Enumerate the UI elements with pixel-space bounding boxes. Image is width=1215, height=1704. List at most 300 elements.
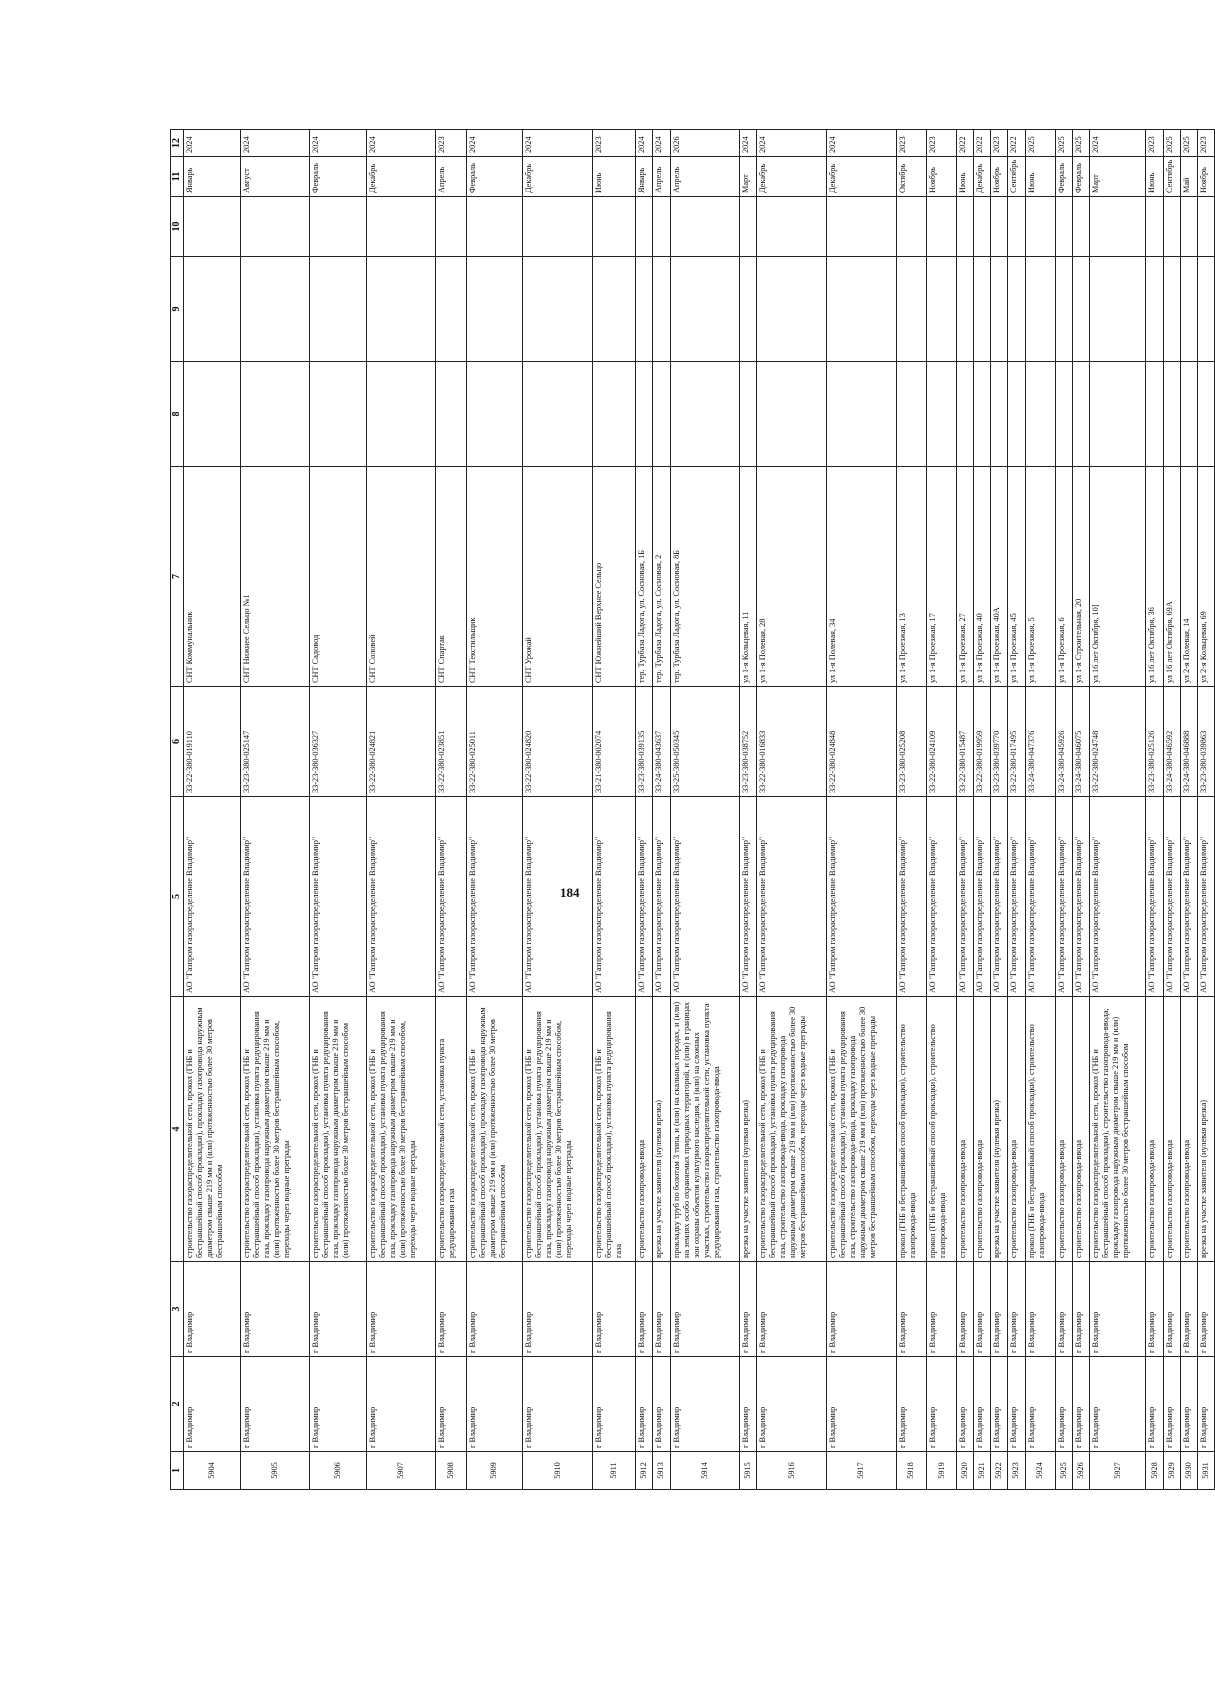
organization-cell: АО "Газпром газораспределение Владимир" (957, 797, 974, 997)
row-number: 5931 (1197, 1452, 1214, 1490)
address-cell: ул 1-я Проезжая, 5 (1025, 467, 1055, 687)
row-number: 5910 (523, 1452, 593, 1490)
works-description-cell: строительство газораспределительной сети, прокол (ГНБ и бестраншейный способ прокладки), установка пункта редуцирования газа (592, 997, 635, 1262)
empty-cell-col8 (653, 362, 670, 467)
row-number: 5928 (1146, 1452, 1163, 1490)
application-number-cell: 33-23-380-039135 (636, 687, 653, 797)
month-cell: Апрель (670, 157, 740, 197)
address-cell: ул 1-я Проезжая, 17 (926, 467, 956, 687)
month-cell: Декабрь (523, 157, 593, 197)
empty-cell-col9 (896, 257, 926, 362)
works-description-cell: врезка на участке заявителя (нулевая врезка) (653, 997, 670, 1262)
empty-cell-col9 (1025, 257, 1055, 362)
year-cell: 2023 (592, 130, 635, 157)
application-number-cell: 33-23-380-025126 (1146, 687, 1163, 797)
empty-cell-col10 (592, 197, 635, 257)
empty-cell-col8 (310, 362, 367, 467)
organization-cell: АО "Газпром газораспределение Владимир" (1146, 797, 1163, 997)
row-number: 5904 (184, 1452, 241, 1490)
row-number: 5912 (636, 1452, 653, 1490)
empty-cell-col10 (1089, 197, 1146, 257)
gas-connection-table (170, 129, 1215, 1490)
empty-cell-col8 (957, 362, 974, 467)
municipality-cell: г Владимир (926, 1357, 956, 1452)
empty-cell-col10 (957, 197, 974, 257)
empty-cell-col10 (1163, 197, 1180, 257)
month-cell: Октябрь (896, 157, 926, 197)
empty-cell-col10 (653, 197, 670, 257)
works-description-cell: строительство газопровода-ввода (1180, 997, 1197, 1262)
empty-cell-col10 (636, 197, 653, 257)
organization-cell: АО "Газпром газораспределение Владимир" (974, 797, 991, 997)
empty-cell-col10 (523, 197, 593, 257)
month-cell: Ноябрь (1197, 157, 1214, 197)
address-cell: ул 1-я Проезжая, 27 (957, 467, 974, 687)
table-row (436, 130, 466, 1490)
empty-cell-col10 (1146, 197, 1163, 257)
year-cell: 2024 (310, 130, 367, 157)
month-cell: Апрель (653, 157, 670, 197)
empty-cell-col10 (974, 197, 991, 257)
year-cell: 2024 (826, 130, 896, 157)
empty-cell-col9 (436, 257, 466, 362)
empty-cell-col10 (1025, 197, 1055, 257)
table-row (1008, 130, 1025, 1490)
row-number: 5917 (826, 1452, 896, 1490)
empty-cell-col8 (523, 362, 593, 467)
locality-cell: г Владимир (1163, 1262, 1180, 1357)
column-number: 1 (171, 1452, 184, 1490)
document-table-sheet (170, 130, 1215, 1490)
month-cell: Сентябрь (1008, 157, 1025, 197)
empty-cell-col8 (826, 362, 896, 467)
year-cell: 2024 (1089, 130, 1146, 157)
works-description-cell: прокол (ГНБ и бестраншейный способ прокладки), строительство газопровода-ввода (926, 997, 956, 1262)
table-row (653, 130, 670, 1490)
application-number-cell: 33-22-380-019959 (974, 687, 991, 797)
row-number: 5918 (896, 1452, 926, 1490)
year-cell: 2022 (957, 130, 974, 157)
year-cell: 2025 (1055, 130, 1072, 157)
year-cell: 2022 (974, 130, 991, 157)
year-cell: 2023 (896, 130, 926, 157)
empty-cell-col9 (592, 257, 635, 362)
address-cell: ул 1-я Проезжая, 40 (974, 467, 991, 687)
month-cell: Январь (184, 157, 241, 197)
month-cell: Июнь (957, 157, 974, 197)
application-number-cell: 33-24-380-046075 (1072, 687, 1089, 797)
month-cell: Ноябрь (926, 157, 956, 197)
locality-cell: г Владимир (1025, 1262, 1055, 1357)
month-cell: Февраль (1055, 157, 1072, 197)
locality-cell: г Владимир (957, 1262, 974, 1357)
row-number: 5909 (466, 1452, 523, 1490)
empty-cell-col8 (1025, 362, 1055, 467)
organization-cell: АО "Газпром газораспределение Владимир" (1180, 797, 1197, 997)
empty-cell-col10 (466, 197, 523, 257)
address-cell: СНТ Южнейший Верхнее Сельцо (592, 467, 635, 687)
municipality-cell: г Владимир (1055, 1357, 1072, 1452)
empty-cell-col8 (991, 362, 1008, 467)
address-cell: СНТ Спартак (436, 467, 466, 687)
works-description-cell: строительство газопровода-ввода (974, 997, 991, 1262)
address-cell: ул 1-я Полевая, 28 (757, 467, 827, 687)
empty-cell-col9 (240, 257, 310, 362)
address-cell: ул 16 лет Октября, 69А (1163, 467, 1180, 687)
table-row (1072, 130, 1089, 1490)
address-cell: тер. Турбаза Ладога, ул. Сосновая, 8Б (670, 467, 740, 687)
application-number-cell: 33-24-380-046592 (1163, 687, 1180, 797)
municipality-cell: г Владимир (653, 1357, 670, 1452)
empty-cell-col10 (896, 197, 926, 257)
empty-cell-col8 (466, 362, 523, 467)
empty-cell-col10 (991, 197, 1008, 257)
year-cell: 2022 (1008, 130, 1025, 157)
locality-cell: г Владимир (991, 1262, 1008, 1357)
column-number: 12 (171, 130, 184, 157)
locality-cell: г Владимир (310, 1262, 367, 1357)
address-cell: СНТ Текстильщик (466, 467, 523, 687)
application-number-cell: 33-24-380-043637 (653, 687, 670, 797)
empty-cell-col8 (757, 362, 827, 467)
locality-cell: г Владимир (1197, 1262, 1214, 1357)
table-row (1025, 130, 1055, 1490)
column-number: 10 (171, 197, 184, 257)
organization-cell: АО "Газпром газораспределение Владимир" (184, 797, 241, 997)
empty-cell-col8 (1163, 362, 1180, 467)
municipality-cell: г Владимир (974, 1357, 991, 1452)
address-cell: ул 1-я Проезжая, 40А (991, 467, 1008, 687)
row-number: 5914 (670, 1452, 740, 1490)
organization-cell: АО "Газпром газораспределение Владимир" (310, 797, 367, 997)
works-description-cell: строительство газопровода-ввода (1163, 997, 1180, 1262)
table-row (184, 130, 241, 1490)
address-cell: ул 1-я Проезжая, 13 (896, 467, 926, 687)
application-number-cell: 33-22-380-023851 (436, 687, 466, 797)
empty-cell-col9 (991, 257, 1008, 362)
locality-cell: г Владимир (670, 1262, 740, 1357)
locality-cell: г Владимир (466, 1262, 523, 1357)
column-number: 9 (171, 257, 184, 362)
organization-cell: АО "Газпром газораспределение Владимир" (466, 797, 523, 997)
organization-cell: АО "Газпром газораспределение Владимир" (1025, 797, 1055, 997)
year-cell: 2024 (653, 130, 670, 157)
year-cell: 2025 (1180, 130, 1197, 157)
month-cell: Январь (636, 157, 653, 197)
application-number-cell: 33-24-380-047376 (1025, 687, 1055, 797)
address-cell: СНТ Нижнее Сельцо №1 (240, 467, 310, 687)
locality-cell: г Владимир (757, 1262, 827, 1357)
empty-cell-col9 (974, 257, 991, 362)
organization-cell: АО "Газпром газораспределение Владимир" (240, 797, 310, 997)
empty-cell-col9 (523, 257, 593, 362)
works-description-cell: строительство газораспределительной сети, прокол (ГНБ и бестраншейный способ прокладки), установка пункта редуцирования газа, прокладку газопровода наружным диаметром свыше 219 мм и (или) протяженностью более 30 метров бестраншейным способом, переходы через водные преграды (523, 997, 593, 1262)
empty-cell-col10 (366, 197, 436, 257)
year-cell: 2026 (670, 130, 740, 157)
address-cell: СНТ Соловей (366, 467, 436, 687)
application-number-cell: 33-24-380-045926 (1055, 687, 1072, 797)
municipality-cell: г Владимир (636, 1357, 653, 1452)
year-cell: 2025 (1163, 130, 1180, 157)
works-description-cell: строительство газораспределительной сети, прокол (ГНБ и бестраншейный способ прокладки), прокладку газопровода наружным диаметром свыше 219 мм и (или) протяженностью более 30 метров бестраншейным способом (466, 997, 523, 1262)
table-row (957, 130, 974, 1490)
empty-cell-col10 (1055, 197, 1072, 257)
row-number: 5915 (740, 1452, 757, 1490)
application-number-cell: 33-23-380-039770 (991, 687, 1008, 797)
organization-cell: АО "Газпром газораспределение Владимир" (1089, 797, 1146, 997)
organization-cell: АО "Газпром газораспределение Владимир" (670, 797, 740, 997)
organization-cell: АО "Газпром газораспределение Владимир" (1055, 797, 1072, 997)
municipality-cell: г Владимир (670, 1357, 740, 1452)
empty-cell-col10 (757, 197, 827, 257)
table-row (523, 130, 593, 1490)
organization-cell: АО "Газпром газораспределение Владимир" (592, 797, 635, 997)
row-number: 5911 (592, 1452, 635, 1490)
municipality-cell: г Владимир (1197, 1357, 1214, 1452)
works-description-cell: врезка на участке заявителя (нулевая врезка) (1197, 997, 1214, 1262)
works-description-cell: врезка на участке заявителя (нулевая врезка) (991, 997, 1008, 1262)
year-cell: 2025 (1072, 130, 1089, 157)
works-description-cell: строительство газопровода-ввода (636, 997, 653, 1262)
table-body (184, 130, 1215, 1490)
municipality-cell: г Владимир (1146, 1357, 1163, 1452)
table-row (1180, 130, 1197, 1490)
year-cell: 2023 (436, 130, 466, 157)
municipality-cell: г Владимир (1089, 1357, 1146, 1452)
locality-cell: г Владимир (1008, 1262, 1025, 1357)
works-description-cell: строительство газораспределительной сети, прокол (ГНБ и бестраншейный способ прокладки), прокладку газопровода наружным диаметром свыше 219 мм и (или) протяженностью более 30 метров бестраншейным способом (184, 997, 241, 1262)
locality-cell: г Владимир (1072, 1262, 1089, 1357)
empty-cell-col8 (1197, 362, 1214, 467)
empty-cell-col8 (1180, 362, 1197, 467)
application-number-cell: 33-22-380-015487 (957, 687, 974, 797)
address-cell: СНТ Коммунальник (184, 467, 241, 687)
locality-cell: г Владимир (826, 1262, 896, 1357)
row-number: 5906 (310, 1452, 367, 1490)
empty-cell-col9 (184, 257, 241, 362)
organization-cell: АО "Газпром газораспределение Владимир" (1163, 797, 1180, 997)
locality-cell: г Владимир (1089, 1262, 1146, 1357)
empty-cell-col8 (436, 362, 466, 467)
organization-cell: АО "Газпром газораспределение Владимир" (436, 797, 466, 997)
empty-cell-col8 (896, 362, 926, 467)
year-cell: 2023 (1197, 130, 1214, 157)
application-number-cell: 33-22-380-024820 (523, 687, 593, 797)
month-cell: Февраль (466, 157, 523, 197)
empty-cell-col9 (1163, 257, 1180, 362)
column-number: 7 (171, 467, 184, 687)
empty-cell-col9 (1089, 257, 1146, 362)
month-cell: Июнь (1025, 157, 1055, 197)
empty-cell-col10 (826, 197, 896, 257)
table-row (466, 130, 523, 1490)
empty-cell-col9 (1180, 257, 1197, 362)
locality-cell: г Владимир (896, 1262, 926, 1357)
table-row (1163, 130, 1180, 1490)
empty-cell-col9 (740, 257, 757, 362)
organization-cell: АО "Газпром газораспределение Владимир" (826, 797, 896, 997)
locality-cell: г Владимир (740, 1262, 757, 1357)
column-number: 5 (171, 797, 184, 997)
municipality-cell: г Владимир (592, 1357, 635, 1452)
address-cell: ул 2-я Полевая, 14 (1180, 467, 1197, 687)
empty-cell-col10 (1180, 197, 1197, 257)
row-number: 5905 (240, 1452, 310, 1490)
row-number: 5922 (991, 1452, 1008, 1490)
column-number-row (171, 130, 184, 1490)
month-cell: Август (240, 157, 310, 197)
municipality-cell: г Владимир (1008, 1357, 1025, 1452)
empty-cell-col10 (740, 197, 757, 257)
table-row (670, 130, 740, 1490)
municipality-cell: г Владимир (957, 1357, 974, 1452)
empty-cell-col8 (974, 362, 991, 467)
month-cell: Апрель (436, 157, 466, 197)
address-cell: тер. Турбаза Ладога, ул. Сосновая, 1Б (636, 467, 653, 687)
organization-cell: АО "Газпром газораспределение Владимир" (1008, 797, 1025, 997)
month-cell: Март (1089, 157, 1146, 197)
row-number: 5929 (1163, 1452, 1180, 1490)
column-number: 2 (171, 1357, 184, 1452)
application-number-cell: 33-22-380-025011 (466, 687, 523, 797)
organization-cell: АО "Газпром газораспределение Владимир" (366, 797, 436, 997)
empty-cell-col9 (926, 257, 956, 362)
year-cell: 2024 (757, 130, 827, 157)
empty-cell-col10 (1072, 197, 1089, 257)
table-row (826, 130, 896, 1490)
organization-cell: АО "Газпром газораспределение Владимир" (991, 797, 1008, 997)
municipality-cell: г Владимир (1072, 1357, 1089, 1452)
works-description-cell: строительство газораспределительной сети, прокол (ГНБ и бестраншейный способ прокладки), установка пункта редуцирования газа, строительство газопровода-ввода, прокладку газопровода наружным диаметром свыше 219 мм и (или) протяженностью более 30 метров бестраншейным способом, переходы через водные преграды (757, 997, 827, 1262)
empty-cell-col9 (653, 257, 670, 362)
month-cell: Ноябрь (991, 157, 1008, 197)
empty-cell-col8 (366, 362, 436, 467)
table-row (1089, 130, 1146, 1490)
empty-cell-col9 (466, 257, 523, 362)
table-row (592, 130, 635, 1490)
empty-cell-col9 (1146, 257, 1163, 362)
year-cell: 2025 (1025, 130, 1055, 157)
page-number: 184 (560, 885, 580, 900)
table-row (1055, 130, 1072, 1490)
locality-cell: г Владимир (240, 1262, 310, 1357)
address-cell: ул 2-я Кольцевая, 69 (1197, 467, 1214, 687)
table-row (974, 130, 991, 1490)
table-row (636, 130, 653, 1490)
locality-cell: г Владимир (366, 1262, 436, 1357)
municipality-cell: г Владимир (1180, 1357, 1197, 1452)
works-description-cell: строительство газораспределительной сети, прокол (ГНБ и бестраншейный способ прокладки), установка пункта редуцирования газа, прокладку газопровода наружным диаметром свыше 219 мм и (или) протяженностью более 30 метров бестраншейным способом, переходы через водные преграды (366, 997, 436, 1262)
organization-cell: АО "Газпром газораспределение Владимир" (1072, 797, 1089, 997)
empty-cell-col8 (240, 362, 310, 467)
empty-cell-col8 (926, 362, 956, 467)
column-number: 4 (171, 997, 184, 1262)
empty-cell-col10 (670, 197, 740, 257)
year-cell: 2023 (926, 130, 956, 157)
municipality-cell: г Владимир (366, 1357, 436, 1452)
address-cell: СНТ Садовод (310, 467, 367, 687)
application-number-cell: 33-23-380-025147 (240, 687, 310, 797)
municipality-cell: г Владимир (1163, 1357, 1180, 1452)
application-number-cell: 33-23-380-036327 (310, 687, 367, 797)
works-description-cell: строительство газопровода-ввода (1055, 997, 1072, 1262)
works-description-cell: прокол (ГНБ и бестраншейный способ прокладки), строительство газопровода-ввода (1025, 997, 1055, 1262)
empty-cell-col10 (310, 197, 367, 257)
locality-cell: г Владимир (636, 1262, 653, 1357)
locality-cell: г Владимир (184, 1262, 241, 1357)
empty-cell-col8 (636, 362, 653, 467)
year-cell: 2024 (184, 130, 241, 157)
address-cell: ул 1-я Проезжая, 45 (1008, 467, 1025, 687)
address-cell: ул 1-я Проезжая, 6 (1055, 467, 1072, 687)
empty-cell-col10 (1197, 197, 1214, 257)
year-cell: 2024 (466, 130, 523, 157)
month-cell: Сентябрь (1163, 157, 1180, 197)
address-cell: ул 1-я Кольцевая, 11 (740, 467, 757, 687)
month-cell: Март (740, 157, 757, 197)
empty-cell-col8 (184, 362, 241, 467)
application-number-cell: 33-22-380-024821 (366, 687, 436, 797)
works-description-cell: строительство газораспределительной сети, прокол (ГНБ и бестраншейный способ прокладки), установка пункта редуцирования газа, строительство газопровода-ввода, прокладку газопровода наружным диаметром свыше 219 мм и (или) протяженностью более 30 метров бестраншейным способом, переходы через водные преграды (826, 997, 896, 1262)
year-cell: 2023 (991, 130, 1008, 157)
application-number-cell: 33-22-380-024109 (926, 687, 956, 797)
works-description-cell: строительство газопровода-ввода (1008, 997, 1025, 1262)
locality-cell: г Владимир (436, 1262, 466, 1357)
address-cell: ул 1-я Строительная, 20 (1072, 467, 1089, 687)
application-number-cell: 33-22-380-017495 (1008, 687, 1025, 797)
empty-cell-col9 (957, 257, 974, 362)
empty-cell-col10 (184, 197, 241, 257)
address-cell: СНТ Урожай (523, 467, 593, 687)
table-row (757, 130, 827, 1490)
table-row (310, 130, 367, 1490)
empty-cell-col8 (1072, 362, 1089, 467)
column-number: 11 (171, 157, 184, 197)
empty-cell-col9 (1008, 257, 1025, 362)
empty-cell-col8 (670, 362, 740, 467)
empty-cell-col8 (1055, 362, 1072, 467)
table-row (926, 130, 956, 1490)
empty-cell-col8 (1008, 362, 1025, 467)
row-number: 5923 (1008, 1452, 1025, 1490)
works-description-cell: строительство газораспределительной сети, прокол (ГНБ и бестраншейный способ прокладки), установка пункта редуцирования газа, прокладку газопровода наружным диаметром свыше 219 мм и (или) протяженностью более 30 метров бестраншейным способом, переходы через водные преграды (240, 997, 310, 1262)
empty-cell-col9 (1055, 257, 1072, 362)
municipality-cell: г Владимир (466, 1357, 523, 1452)
month-cell: Декабрь (366, 157, 436, 197)
column-number: 8 (171, 362, 184, 467)
table-row (366, 130, 436, 1490)
table-row (740, 130, 757, 1490)
locality-cell: г Владимир (1055, 1262, 1072, 1357)
row-number: 5919 (926, 1452, 956, 1490)
empty-cell-col9 (636, 257, 653, 362)
municipality-cell: г Владимир (757, 1357, 827, 1452)
locality-cell: г Владимир (653, 1262, 670, 1357)
row-number: 5913 (653, 1452, 670, 1490)
locality-cell: г Владимир (1180, 1262, 1197, 1357)
row-number: 5926 (1072, 1452, 1089, 1490)
row-number: 5908 (436, 1452, 466, 1490)
row-number: 5924 (1025, 1452, 1055, 1490)
table-row (240, 130, 310, 1490)
locality-cell: г Владимир (523, 1262, 593, 1357)
year-cell: 2024 (523, 130, 593, 157)
works-description-cell: строительство газопровода-ввода (1072, 997, 1089, 1262)
organization-cell: АО "Газпром газораспределение Владимир" (1197, 797, 1214, 997)
row-number: 5930 (1180, 1452, 1197, 1490)
organization-cell: АО "Газпром газораспределение Владимир" (757, 797, 827, 997)
empty-cell-col9 (310, 257, 367, 362)
